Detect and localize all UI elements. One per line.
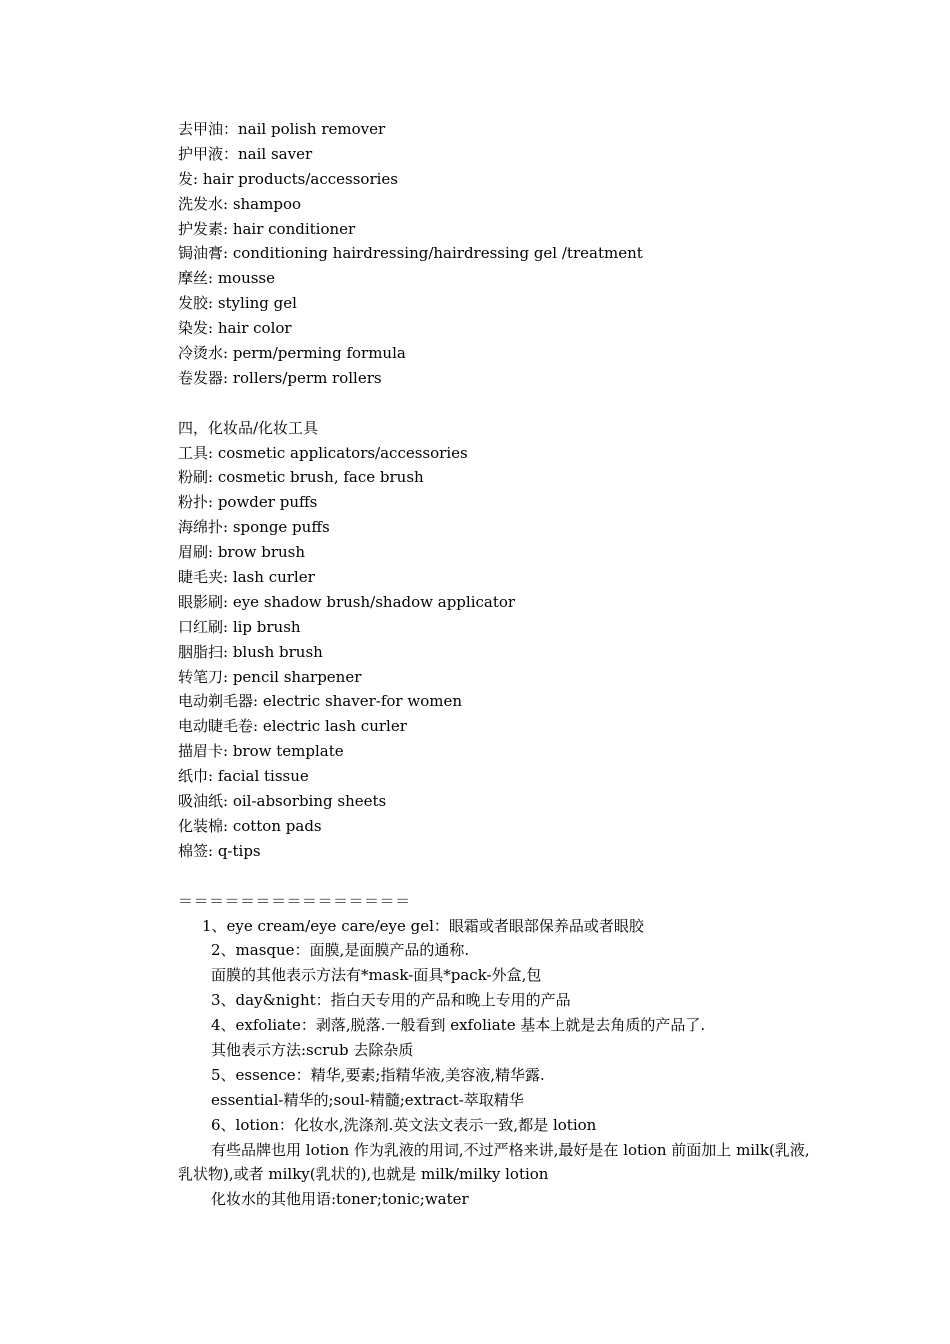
list-item: 描眉卡: brow template [178,742,344,761]
list-item: 粉刷: cosmetic brush, face brush [178,468,424,487]
spacer [178,391,810,416]
note-essence: 5、essence：精华,要素;指精华液,美容液,精华露. [211,1065,545,1084]
note-lotion-alt: 化妆水的其他用语:toner;tonic;water [211,1190,469,1209]
list-item: 发: hair products/accessories [178,169,398,188]
note-essence-alt: essential-精华的;soul-精髓;extract-萃取精华 [211,1090,524,1109]
list-item: 发胶: styling gel [178,294,297,313]
list-item: 眉刷: brow brush [178,543,306,562]
list-item: 海绵扑: sponge puffs [178,518,330,537]
separator-line: ＝＝＝＝＝＝＝＝＝＝＝＝＝＝＝ [178,891,411,910]
spacer [178,864,810,889]
list-item: 染发: hair color [178,319,292,338]
tools-list [178,441,810,864]
hair-products-list [178,117,810,391]
list-item: 电动剃毛器: electric shaver-for women [178,692,462,711]
list-item: 棉签: q-tips [178,841,261,860]
note-exfoliate: 4、exfoliate：剥落,脱落.一般看到 exfoliate 基本上就是去角质的产品了. [211,1016,706,1035]
list-item: 胭脂扫: blush brush [178,642,323,661]
note-masque-alt: 面膜的其他表示方法有*mask-面具*pack-外盒,包 [211,966,542,985]
note-eye-cream: 1、eye cream/eye care/eye gel：眼霜或者眼部保养品或者眼胶 [202,916,644,935]
list-item: 工具: cosmetic applicators/accessories [178,443,468,462]
list-item: 冷烫水: perm/perming formula [178,344,406,363]
list-item: 护发素: hair conditioner [178,219,356,238]
list-item: 睫毛夹: lash curler [178,568,315,587]
list-item: 吸油纸: oil-absorbing sheets [178,792,387,811]
list-item: 纸巾: facial tissue [178,767,309,786]
list-item: 电动睫毛卷: electric lash curler [178,717,407,736]
document-body [178,117,810,1212]
note-lotion-detail: 有些品牌也用 lotion 作为乳液的用词,不过严格来讲,最好是在 lotion 前面加上 milk(乳液,乳状物),或者 milky(乳状的),也就是 milk/milky lotion [178,1140,810,1184]
list-item: 摩丝: mousse [178,269,276,288]
list-item: 化装棉: cotton pads [178,816,322,835]
list-item: 粉扑: powder puffs [178,493,318,512]
list-item: 护甲液：nail saver [178,144,313,163]
note-masque: 2、masque：面膜,是面膜产品的通称. [211,941,470,960]
list-item: 转笔刀: pencil sharpener [178,667,362,686]
list-item: 卷发器: rollers/perm rollers [178,368,382,387]
terms-notes [178,914,810,1213]
list-item: 口红刷: lip brush [178,617,301,636]
list-item: 去甲油：nail polish remover [178,120,386,138]
list-item: 锔油膏: conditioning hairdressing/hairdressing gel /treatment [178,244,643,263]
note-lotion: 6、lotion：化妆水,洗涤剂.英文法文表示一致,都是 lotion [211,1115,597,1134]
note-day-night: 3、day&night：指白天专用的产品和晚上专用的产品 [211,991,571,1010]
list-item: 洗发水: shampoo [178,194,302,213]
note-exfoliate-alt: 其他表示方法:scrub 去除杂质 [211,1040,414,1059]
section-heading-tools: 四，化妆品/化妆工具 [178,418,319,437]
list-item: 眼影刷: eye shadow brush/shadow applicator [178,592,516,611]
